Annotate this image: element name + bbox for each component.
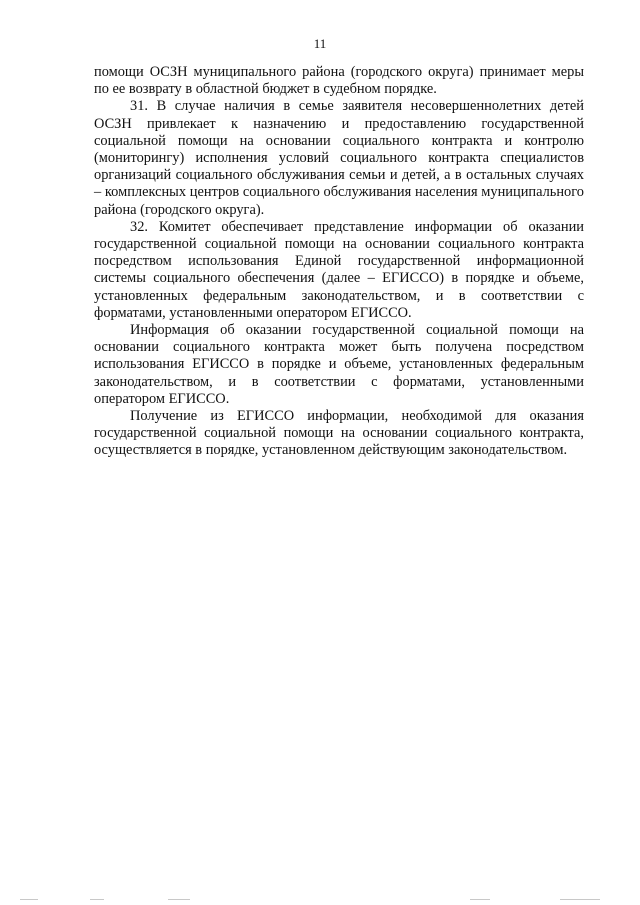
paragraph-egisso-info: Информация об оказании государственной социальной помощи на основании социального контракта может быть получена посредством использования ЕГИССО в порядке и объеме, установленных федеральным законодательством, и в соответствии с форматами, установленными оператором ЕГИССО. (94, 322, 584, 407)
paragraph-continuation: помощи ОСЗН муниципального района (городского округа) принимает меры по ее возврату в областной бюджет в судебном порядке. (94, 64, 584, 98)
scan-mark (90, 899, 104, 900)
scan-edge-marks (0, 893, 640, 905)
scan-mark (560, 899, 600, 900)
scan-mark (20, 899, 38, 900)
page-number: 11 (313, 36, 327, 51)
paragraph-item-32: 32. Комитет обеспечивает представление информации об оказании государственной социальной помощи на основании социального контракта посредством использования Единой государственной информационной системы социального обеспечения (далее – ЕГИССО) в порядке и объеме, установленных федеральным законодательством, и в соответствии с форматами, установленными оператором ЕГИССО. (94, 218, 584, 321)
paragraph-item-31: 31. В случае наличия в семье заявителя несовершеннолетних детей ОСЗН привлекает к назначению и предоставлению государственной социальной помощи на основании социального контракта и контролю (мониторингу) исполнения условий социального контракта специалистов организаций социального обслуживания семьи и детей, а в остальных случаях – комплексных центров социального обслуживания населения муниципального района (городского округа). (94, 98, 584, 218)
paragraph-egisso-receipt: Получение из ЕГИССО информации, необходимой для оказания государственной социальной помощи на основании социального контракта, осуществляется в порядке, установленном действующим законодательством. (94, 408, 584, 459)
scan-mark (168, 899, 190, 900)
document-body (94, 64, 584, 460)
scan-mark (470, 899, 490, 900)
